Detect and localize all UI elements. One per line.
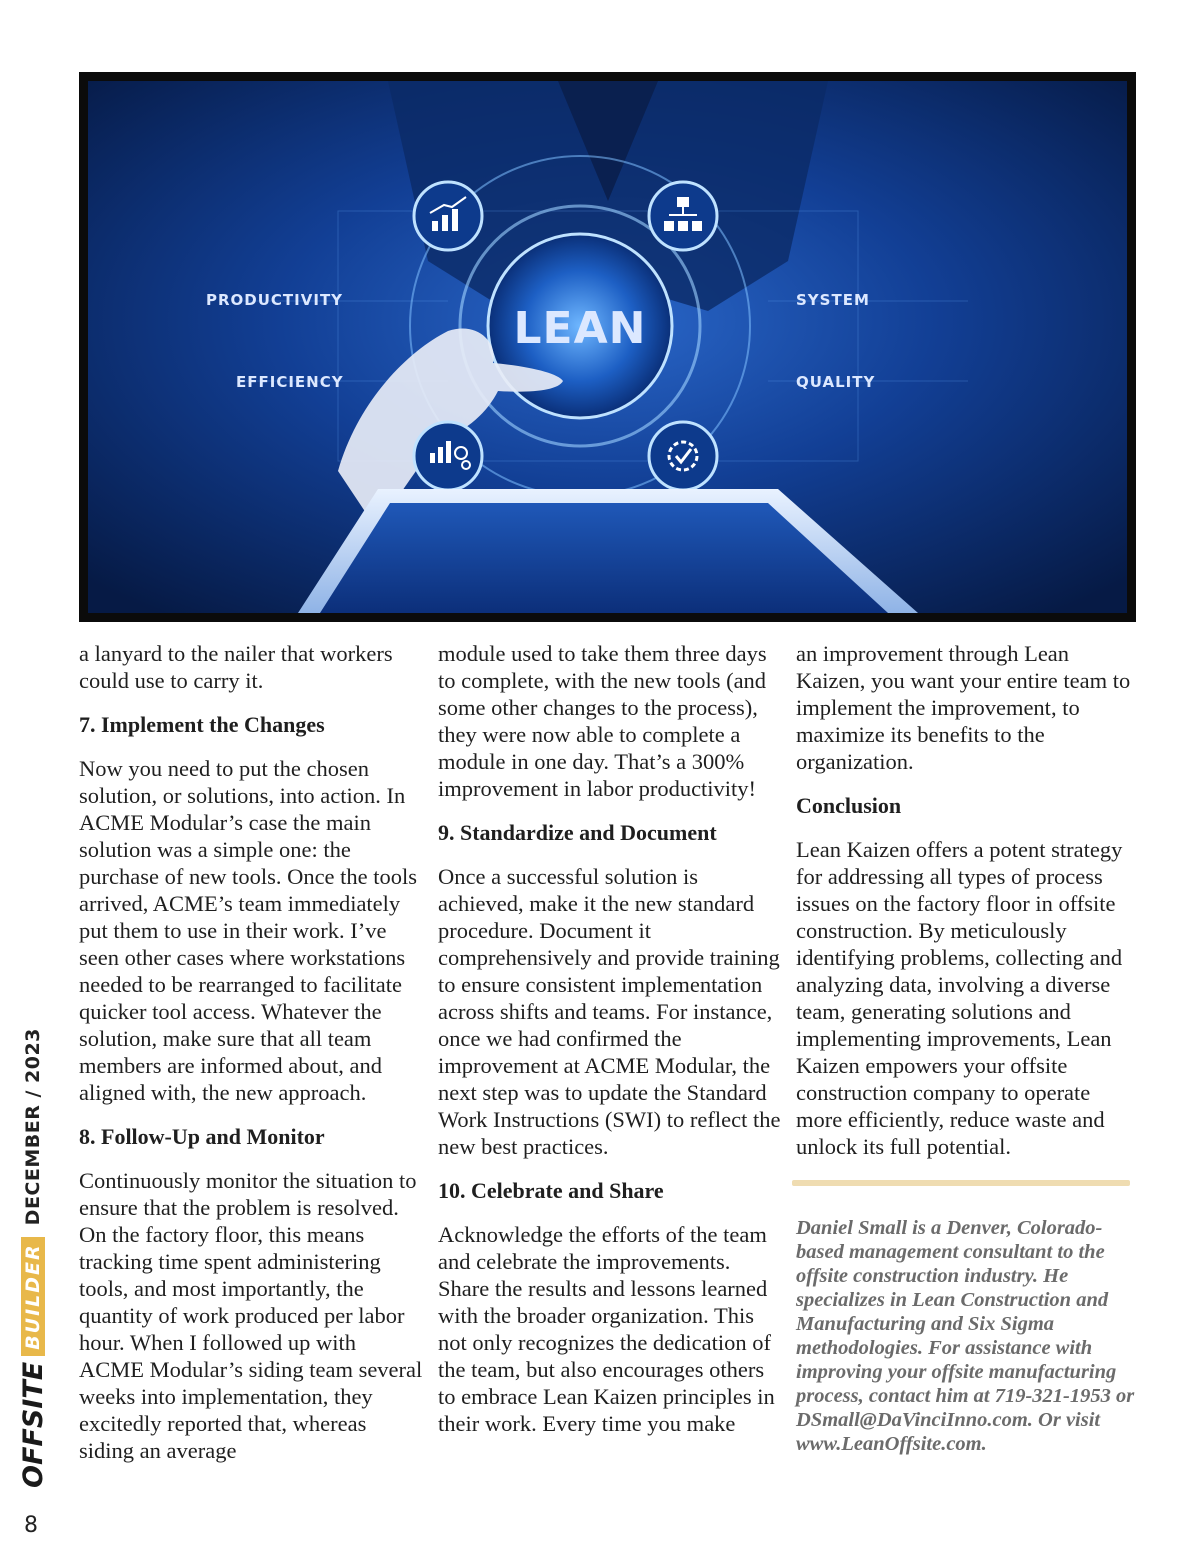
hero-image bbox=[79, 72, 1136, 622]
paragraph-follow-up-monitor: Continuously monitor the situation to ensure that the problem is resolved. On the factory floor, this means tracking time spent administering tools, and most importantly, the quantity of work produced per labor hour. When I followed up with ACME Modular’s siding team several weeks into implementation, they excitedly reported that, whereas siding an average bbox=[79, 1168, 423, 1463]
paragraph-implement-changes: Now you need to put the chosen solution, or solutions, into action. In ACME Modular’s case the main solution was a simple one: the purchase of new tools. Once the tools arrived, ACME’s team immediately put them to use in their work. I’ve seen other cases where workstations needed to be rearranged to facilitate quicker tool access. Whatever the solution, make sure that all team members are informed about, and aligned with, the new approach. bbox=[79, 756, 418, 1105]
data-gears-icon bbox=[414, 422, 482, 490]
hero-label-quality: QUALITY bbox=[796, 373, 876, 391]
paragraph-celebrate-share: Acknowledge the efforts of the team and celebrate the improvements. Share the results and lessons learned with the broader organization. This not only recognizes the dedication of the team, but also encourages others to embrace Lean Kaizen principles in their work. Every time you make bbox=[438, 1222, 775, 1436]
lean-illustration bbox=[88, 81, 1127, 613]
heading-follow-up-monitor: 8. Follow-Up and Monitor bbox=[79, 1124, 325, 1149]
hero-label-efficiency: EFFICIENCY bbox=[236, 373, 344, 391]
gear-check-icon bbox=[649, 422, 717, 490]
heading-standardize-document: 9. Standardize and Document bbox=[438, 820, 717, 845]
brand-offsite: OFFSITE bbox=[17, 1361, 49, 1488]
heading-implement-changes: 7. Implement the Changes bbox=[79, 712, 325, 737]
hero-label-system: SYSTEM bbox=[796, 291, 870, 309]
article-column-2 bbox=[438, 640, 783, 1454]
hero-label-lean: LEAN bbox=[513, 303, 647, 354]
org-chart-icon bbox=[649, 182, 717, 250]
article-column-1 bbox=[79, 640, 424, 1481]
section-divider bbox=[792, 1180, 1130, 1186]
author-bio: Daniel Small is a Denver, Colorado-based management consultant to the offsite construction industry. He specializes in Lean Construction and Manufacturing and Six Sigma methodologies. For assistance with improving your offsite manufacturing process, contact him at 719-321-1953 or DSmall@DaVinciInno.com. Or visit www.LeanOffsite.com. bbox=[796, 1217, 1135, 1455]
article-column-3 bbox=[796, 640, 1138, 1473]
paragraph-continued: module used to take them three days to complete, with the new tools (and some other changes to the process), they were now able to complete a module in one day. That’s a 300% improvement in labor productivity! bbox=[438, 641, 767, 801]
paragraph-conclusion: Lean Kaizen offers a potent strategy for addressing all types of process issues on the factory floor in offsite construction. By meticulously identifying problems, collecting and analyzing data, involving a diverse team, generating solutions and implementing improvements, Lean Kaizen empowers your offsite construction company to operate more efficiently, reduce waste and unlock its full potential. bbox=[796, 837, 1123, 1159]
heading-celebrate-share: 10. Celebrate and Share bbox=[438, 1178, 664, 1203]
heading-conclusion: Conclusion bbox=[796, 793, 902, 818]
paragraph-standardize-document: Once a successful solution is achieved, make it the new standard procedure. Document it comprehensively and provide training to ensure consistent implementation across shifts and teams. For instance, once we had confirmed the improvement at ACME Modular, the next step was to update the Standard Work Instructions (SWI) to reflect the new best practices. bbox=[438, 864, 781, 1159]
magazine-side-banner bbox=[17, 1028, 49, 1496]
hero-label-productivity: PRODUCTIVITY bbox=[206, 291, 344, 309]
bar-chart-growth-icon bbox=[414, 182, 482, 250]
paragraph-intro: a lanyard to the nailer that workers could use to carry it. bbox=[79, 641, 393, 693]
page-number: 8 bbox=[24, 1513, 38, 1538]
brand-builder: BUILDER bbox=[21, 1237, 45, 1355]
paragraph-continued: an improvement through Lean Kaizen, you want your entire team to implement the improvement, to maximize its benefits to the organization. bbox=[796, 641, 1131, 774]
issue-date: DECEMBER / 2023 bbox=[22, 1028, 44, 1226]
